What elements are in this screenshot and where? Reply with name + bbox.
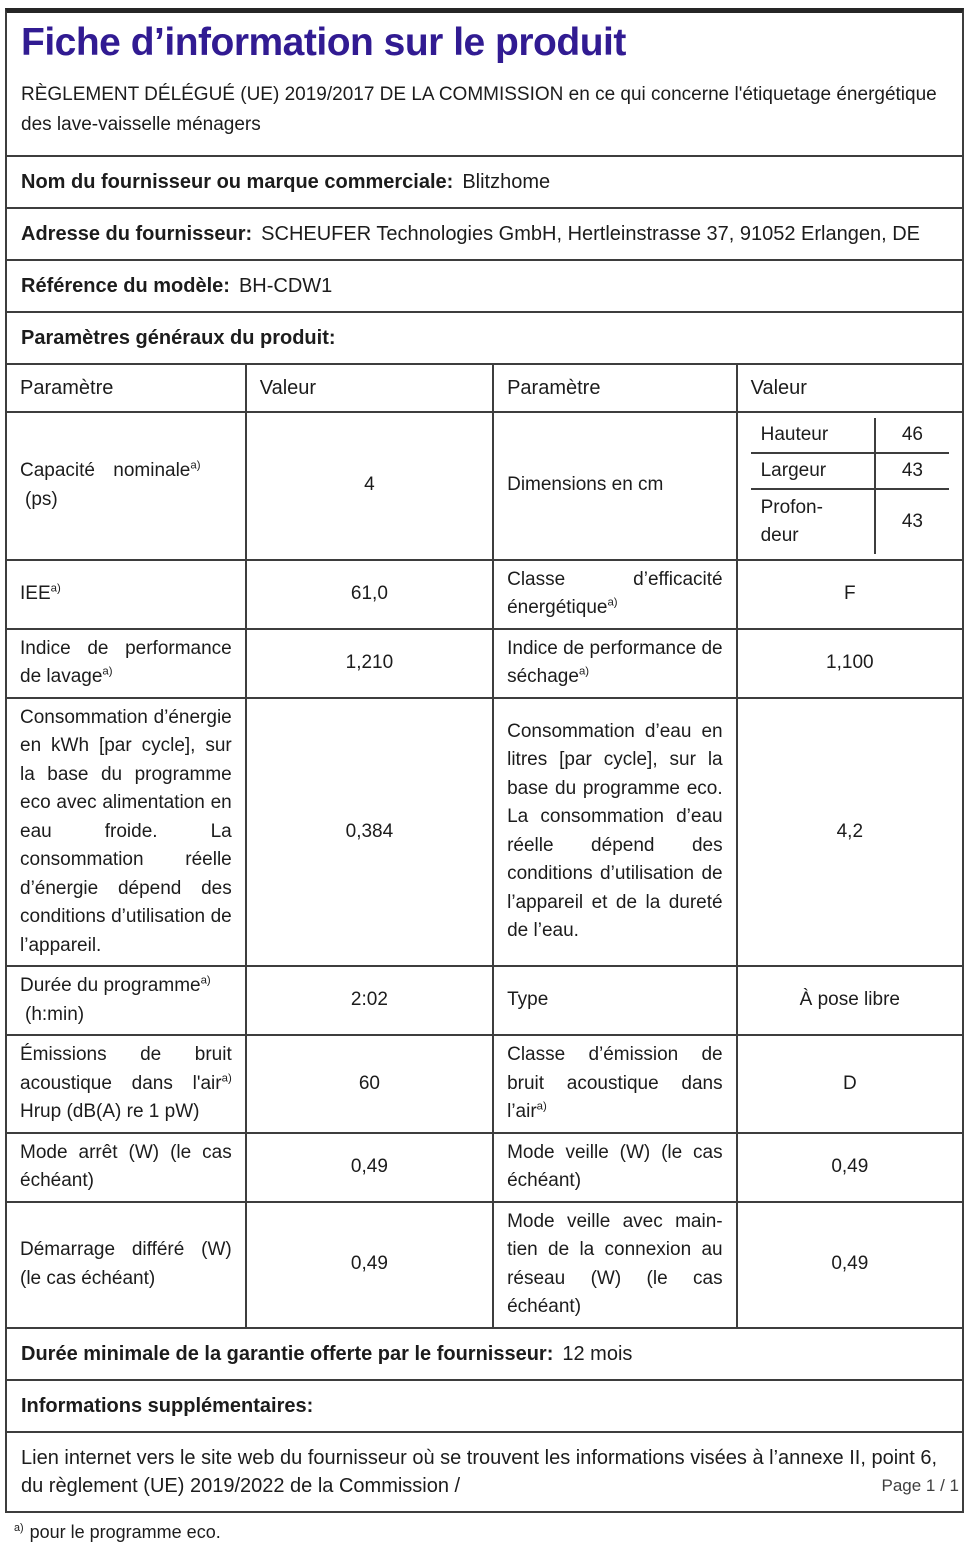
table-row-delayed-start: [7, 1202, 962, 1327]
column-header-parametre-right: Paramètre: [493, 365, 737, 412]
general-params-row: [7, 311, 962, 363]
additional-info-label: Informations supplémentaires:: [21, 1394, 314, 1417]
warranty-row: [7, 1327, 962, 1379]
param-label-drying-index: Indice de performance de séchage$^{a)}$: [493, 629, 737, 698]
supplier-link-row: [7, 1431, 962, 1511]
address-row: [7, 207, 962, 259]
footnote-marker: a): [221, 1072, 232, 1085]
param-value-water-consumption: 4,2: [737, 698, 962, 967]
param-label-energy-consumption: Consommation d’énergie en kWh [par cycle], sur la base du programme eco avec alimentation en eau froide. La consommation réelle d’énergie dépend des conditions d’utilisation de l’appareil.: [7, 698, 246, 967]
dimensions-subtable: [751, 418, 949, 554]
footnote-marker: a): [578, 665, 590, 678]
param-label-networked-standby: Mode veille avec maintien de la connexion au réseau (W) (le cas échéant): [493, 1202, 737, 1327]
table-row-performance: [7, 629, 962, 698]
param-value-washing-index: 1,210: [246, 629, 493, 698]
param-value-noise-class: D: [737, 1035, 962, 1133]
model-label: Référence du modèle:: [21, 274, 230, 297]
model-row: [7, 259, 962, 311]
footnote-marker: a): [102, 665, 113, 678]
param-value-programme-duration: 2:02: [246, 966, 493, 1035]
footnote-marker: a): [50, 582, 61, 595]
footnote-marker: a): [14, 1521, 24, 1534]
param-value-energy-consumption: 0,384: [246, 698, 493, 967]
dimension-row-profondeur: [751, 489, 949, 554]
param-value-networked-standby: 0,49: [737, 1202, 962, 1327]
param-value-standby-mode: 0,49: [737, 1133, 962, 1202]
param-label-delayed-start: Démarrage différé (W) (le cas échéant): [7, 1202, 246, 1327]
supplier-link-text: Lien internet vers le site web du fournisseur où se trouvent les informations visées à l’annexe II, point 6, du règlement (UE) 2019/2022 de la Commission /: [21, 1446, 938, 1497]
dimension-label-largeur: Largeur: [751, 453, 875, 489]
param-value-iee: 61,0: [246, 560, 493, 629]
footnote-text: pour le programme eco.: [29, 1521, 221, 1542]
column-header-valeur-left: Valeur: [246, 365, 493, 412]
regulation-text: RÈGLEMENT DÉLÉGUÉ (UE) 2019/2017 DE LA COMMISSION en ce qui concerne l'étiquetage énergétique des lave-vaisselle ménagers: [21, 83, 937, 136]
page-number: Page 1 / 1: [881, 1476, 959, 1495]
footnote-marker: a): [190, 459, 201, 472]
parameters-table-wrap: [7, 363, 962, 1327]
column-header-parametre-left: Paramètre: [7, 365, 246, 412]
table-row-consumption: [7, 698, 962, 967]
param-label-water-consumption: Consommation d’eau en litres [par cycle], sur la base du programme eco. La consommation d’eau réelle dépend des conditions d’utilisation de l’appareil et de la dureté de l’eau.: [493, 698, 737, 967]
param-label-programme-duration: Durée du programme$^{a)}$ (h:min): [7, 966, 246, 1035]
table-row-capacity: [7, 412, 962, 560]
param-label-noise-class: Classe d’émission de bruit acoustique dans l’air$^{a)}$: [493, 1035, 737, 1133]
column-header-valeur-right: Valeur: [737, 365, 962, 412]
param-value-capacity: 4: [246, 412, 493, 560]
dimension-label-profondeur: Profon- deur: [751, 489, 875, 554]
address-value: SCHEUFER Technologies GmbH, Hertleinstrasse 37, 91052 Erlangen, DE: [261, 222, 920, 245]
footnote: [14, 1522, 955, 1543]
supplier-value: Blitzhome: [462, 170, 551, 193]
param-value-off-mode: 0,49: [246, 1133, 493, 1202]
param-value-noise-emission: 60: [246, 1035, 493, 1133]
param-value-drying-index: 1,100: [737, 629, 962, 698]
param-label-dimensions: Dimensions en cm: [493, 412, 737, 560]
dimension-value-largeur: 43: [875, 453, 949, 489]
param-label-off-mode: Mode arrêt (W) (le cas échéant): [7, 1133, 246, 1202]
footnote-marker: a): [200, 974, 211, 987]
model-value: BH-CDW1: [238, 274, 333, 297]
dimension-row-hauteur: [751, 418, 949, 453]
param-label-type: Type: [493, 966, 737, 1035]
footnote-marker: a): [607, 596, 618, 609]
dimension-row-largeur: [751, 453, 949, 489]
param-label-noise-emission: Émissions de bruit acoustique dans l'air$^{a)}$ Hrup (dB(A) re 1 pW): [7, 1035, 246, 1133]
dimensions-subtable-cell: [737, 412, 962, 560]
footnote-marker: a): [536, 1100, 547, 1113]
param-label-standby-mode: Mode veille (W) (le cas échéant): [493, 1133, 737, 1202]
table-row-duration: [7, 966, 962, 1035]
table-row-off-mode: [7, 1133, 962, 1202]
table-row-noise: [7, 1035, 962, 1133]
parameters-table: [7, 365, 962, 1327]
param-label-iee: IEE$^{a)}$: [7, 560, 246, 629]
product-information-sheet: [5, 8, 964, 1513]
dimension-value-hauteur: 46: [875, 418, 949, 453]
supplier-row: [7, 155, 962, 207]
dimension-label-hauteur: Hauteur: [751, 418, 875, 453]
param-label-washing-index: Indice de performance de lavage$^{a)}$: [7, 629, 246, 698]
table-header-row: [7, 365, 962, 412]
param-value-delayed-start: 0,49: [246, 1202, 493, 1327]
dimension-value-profondeur: 43: [875, 489, 949, 554]
address-label: Adresse du fournisseur:: [21, 222, 253, 245]
general-params-label: Paramètres généraux du produit:: [21, 326, 336, 349]
warranty-label: Durée minimale de la garantie offerte par le fournisseur:: [21, 1342, 554, 1365]
param-value-type: À pose libre: [737, 966, 962, 1035]
supplier-label: Nom du fournisseur ou marque commerciale:: [21, 170, 454, 193]
table-row-iee: [7, 560, 962, 629]
page-title: Fiche d’information sur le produit: [21, 21, 626, 64]
title-block: [7, 13, 962, 155]
param-label-capacity: Capacité nominale$^{a)}$ (ps): [7, 412, 246, 560]
param-value-energy-class: F: [737, 560, 962, 629]
param-label-energy-class: Classe d’efficacité énergétique$^{a)}$: [493, 560, 737, 629]
warranty-value: 12 mois: [562, 1342, 633, 1365]
additional-info-row: [7, 1379, 962, 1431]
